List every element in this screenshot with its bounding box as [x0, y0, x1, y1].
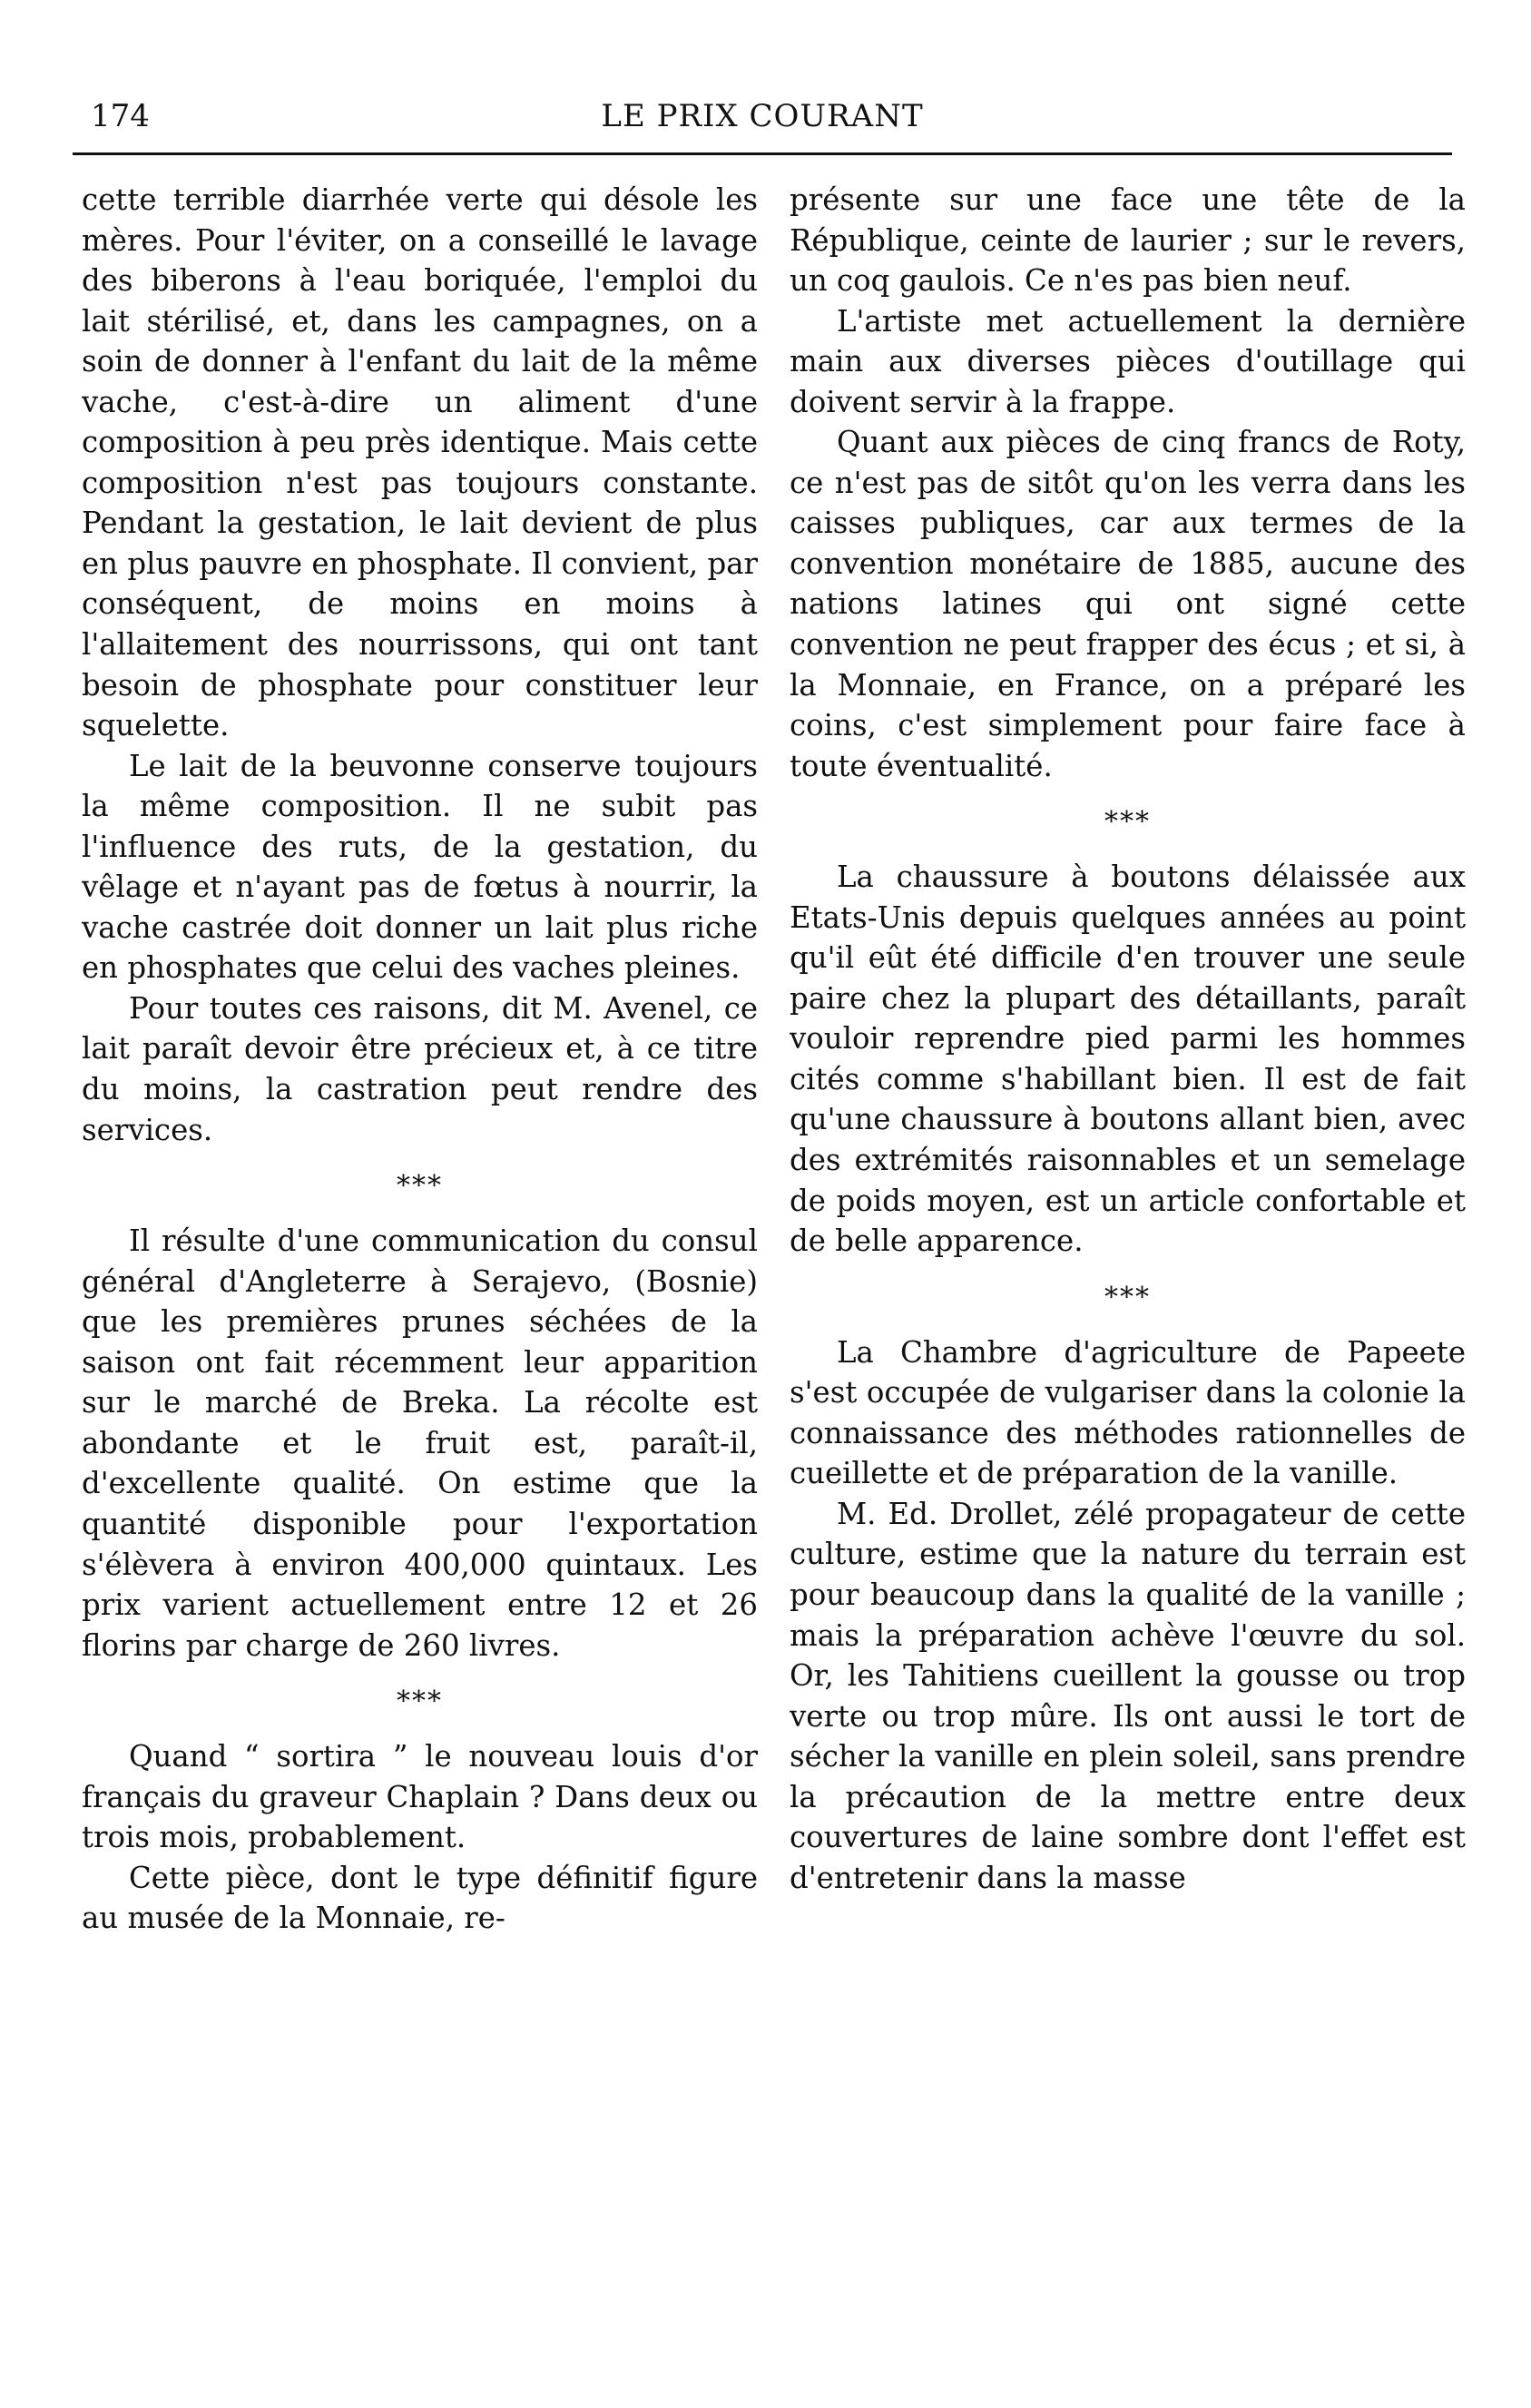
left-column: [82, 180, 758, 2376]
page-number: 174: [91, 98, 150, 134]
section-separator: ***: [1104, 1281, 1151, 1313]
section-separator: ***: [397, 1170, 443, 1203]
right-column: [790, 180, 1466, 2376]
section-separator: ***: [1104, 806, 1151, 839]
right-paragraph-1: présente sur une face une tête de la République, ceinte de laurier ; sur le revers, un coq gaulois. Ce n'es pas bien neuf.: [790, 182, 1466, 299]
header-rule: [73, 152, 1452, 155]
left-paragraph-4: Il résulte d'une communication du consul général d'Angleterre à Serajevo, (Bosnie) que les premières prunes séchées de la saison ont fait récemment leur apparition sur le marché de Breka. La récolte est abondante et le fruit est, paraît-il, d'excellente qualité. On estime que la quantité disponible pour l'exportation s'élèvera à environ 400,000 quintaux. Les prix varient actuellement entre 12 et 26 florins par charge de 260 livres.: [82, 1224, 758, 1663]
left-paragraph-3: Pour toutes ces raisons, dit M. Avenel, ce lait paraît devoir être précieux et, à ce titre du moins, la castration peut rendre des services.: [82, 990, 758, 1147]
left-paragraph-1: cette terrible diarrhée verte qui désole les mères. Pour l'éviter, on a conseillé le lavage des biberons à l'eau boriquée, l'emploi du lait stérilisé, et, dans les campagnes, on a soin de donner à l'enfant du lait de la même vache, c'est-à-dire un aliment d'une composition à peu près identique. Mais cette composition n'est pas toujours constante. Pendant la gestation, le lait devient de plus en plus pauvre en phosphate. Il convient, par conséquent, de moins en moins à l'allaitement des nourrissons, qui ont tant besoin de phosphate pour constituer leur squelette.: [82, 182, 758, 743]
right-paragraph-6: M. Ed. Drollet, zélé propagateur de cette culture, estime que la nature du terrain est pour beaucoup dans la qualité de la vanille ; mais la préparation achève l'œuvre du sol. Or, les Tahitiens cueillent la gousse ou trop verte ou trop mûre. Ils ont aussi le tort de sécher la vanille en plein soleil, sans prendre la précaution de la mettre entre deux couvertures de laine sombre dont l'effet est d'entretenir dans la masse: [790, 1496, 1466, 1895]
left-paragraph-6: Cette pièce, dont le type définitif figure au musée de la Monnaie, re-: [82, 1860, 758, 1936]
running-title: LE PRIX COURANT: [601, 98, 924, 134]
section-separator: ***: [397, 1686, 443, 1718]
left-paragraph-5: Quand “ sortira ” le nouveau louis d'or français du graveur Chaplain ? Dans deux ou trois mois, probablement.: [82, 1739, 758, 1855]
right-paragraph-3: Quant aux pièces de cinq francs de Roty, ce n'est pas de sitôt qu'on les verra dans les caisses publiques, car aux termes de la convention monétaire de 1885, aucune des nations latines qui ont signé cette convention ne peut frapper des écus ; et si, à la Monnaie, en France, on a préparé les coins, c'est simplement pour faire face à toute éventualité.: [790, 425, 1466, 783]
right-paragraph-2: L'artiste met actuellement la dernière main aux diverses pièces d'outillage qui doivent servir à la frappe.: [790, 303, 1466, 419]
right-paragraph-4: La chaussure à boutons délaissée aux Etats-Unis depuis quelques années au point qu'il eût été difficile d'en trouver une seule paire chez la plupart des détaillants, paraît vouloir reprendre pied parmi les hommes cités comme s'habillant bien. Il est de fait qu'une chaussure à boutons allant bien, avec des extrémités raisonnables et un semelage de poids moyen, est un article confortable et de belle apparence.: [790, 860, 1466, 1259]
page-header: [73, 91, 1452, 145]
right-paragraph-5: La Chambre d'agriculture de Papeete s'est occupée de vulgariser dans la colonie la connaissance des méthodes rationnelles de cueillette et de préparation de la vanille.: [790, 1334, 1466, 1491]
left-paragraph-2: Le lait de la beuvonne conserve toujours la même composition. Il ne subit pas l'influence des ruts, de la gestation, du vêlage et n'ayant pas de fœtus à nourrir, la vache castrée doit donner un lait plus riche en phosphates que celui des vaches pleines.: [82, 748, 758, 986]
